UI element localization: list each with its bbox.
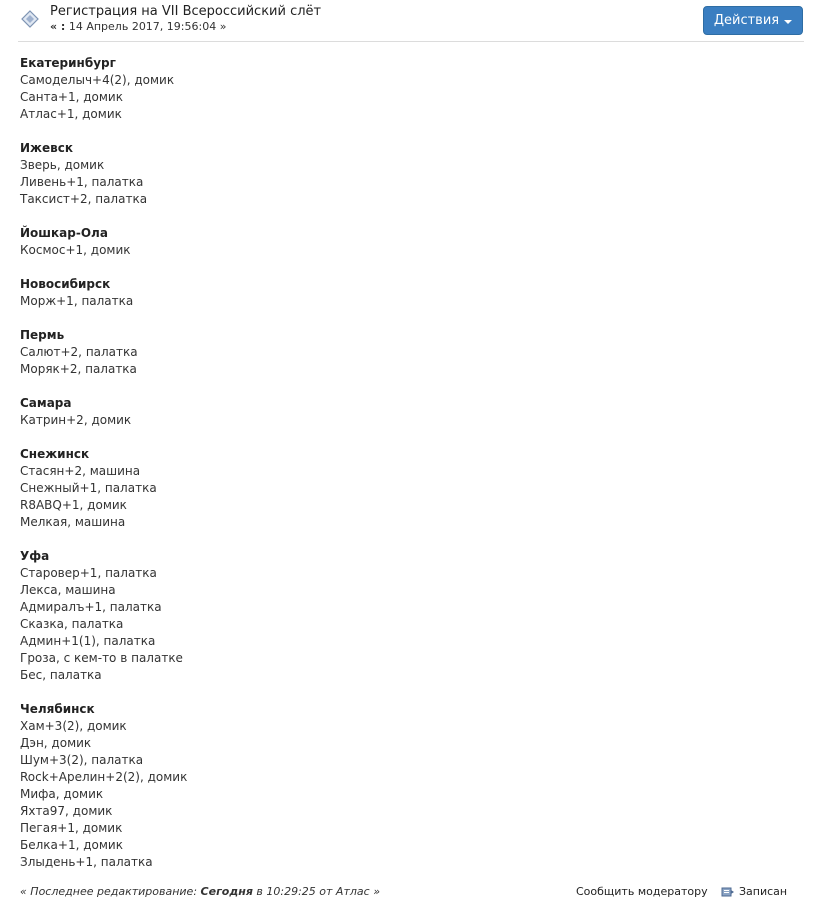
participant-entry: Шум+3(2), палатка [20,753,144,767]
edit-close: » [373,885,380,898]
logged-status [721,885,787,898]
participant-entry: Снежный+1, палатка [20,481,157,495]
participant-entry: Моряк+2, палатка [20,362,137,376]
city-name: Екатеринбург [20,56,116,70]
header-divider [18,41,804,42]
participant-entry: Яхта97, домик [20,804,113,818]
post-subject[interactable]: Регистрация на VII Всероссийский слёт [50,4,322,19]
city-name: Ижевск [20,141,73,155]
participant-entry: Адмиралъ+1, палатка [20,600,162,614]
participant-entry: Санта+1, домик [20,90,123,104]
city-name: Йошкар-Ола [20,226,108,240]
participant-entry: Атлас+1, домик [20,107,122,121]
actions-label: Действия [713,13,780,28]
post-footer [0,884,817,903]
participant-entry: Ливень+1, палатка [20,175,144,189]
logged-icon [721,886,735,898]
edit-time: в 10:29:25 от Атлас [256,885,370,898]
edit-prefix: Последнее редактирование: [30,885,198,898]
participant-entry: Лекса, машина [20,583,116,597]
logged-label: Записан [739,885,788,898]
city-name: Снежинск [20,447,90,461]
city-section [20,548,790,684]
date-value: 14 Апрель 2017, 19:56:04 [68,20,217,33]
city-section [20,140,790,208]
city-section [20,225,790,259]
participant-entry: Мелкая, машина [20,515,126,529]
city-section [20,446,790,531]
city-name: Уфа [20,549,50,563]
city-section [20,701,790,871]
participant-entry: Гроза, с кем-то в палатке [20,651,183,665]
post-date [50,20,226,33]
city-name: Новосибирск [20,277,111,291]
participant-entry: Мифа, домик [20,787,104,801]
post-icon [20,9,40,29]
participant-entry: Таксист+2, палатка [20,192,148,206]
participant-entry: Бес, палатка [20,668,102,682]
city-section [20,55,790,123]
city-section [20,327,790,378]
post-header [0,0,817,42]
caret-down-icon [784,20,792,24]
participant-entry: Белка+1, домик [20,838,123,852]
participant-entry: Салют+2, палатка [20,345,138,359]
city-name: Челябинск [20,702,95,716]
participant-entry: Зверь, домик [20,158,105,172]
post-body [20,55,790,888]
last-edit [20,885,380,898]
city-section [20,395,790,429]
participant-entry: Стасян+2, машина [20,464,141,478]
participant-entry: Пегая+1, домик [20,821,123,835]
participant-entry: Космос+1, домик [20,243,131,257]
city-section [20,276,790,310]
participant-entry: Сказка, палатка [20,617,124,631]
participant-entry: R8ABQ+1, домик [20,498,127,512]
report-to-moderator-link[interactable]: Сообщить модератору [576,885,708,898]
date-suffix: » [219,20,227,33]
participant-entry: Rock+Арелин+2(2), домик [20,770,188,784]
participant-entry: Катрин+2, домик [20,413,132,427]
edit-day: Сегодня [200,885,253,898]
participant-entry: Злыдень+1, палатка [20,855,153,869]
participant-entry: Старовер+1, палатка [20,566,157,580]
participant-entry: Дэн, домик [20,736,92,750]
actions-button[interactable] [703,6,803,35]
date-prefix: « : [50,20,66,33]
city-name: Самара [20,396,72,410]
participant-entry: Хам+3(2), домик [20,719,127,733]
participant-entry: Самоделыч+4(2), домик [20,73,175,87]
edit-open: « [20,885,27,898]
participant-entry: Админ+1(1), палатка [20,634,156,648]
city-name: Пермь [20,328,65,342]
participant-entry: Морж+1, палатка [20,294,134,308]
